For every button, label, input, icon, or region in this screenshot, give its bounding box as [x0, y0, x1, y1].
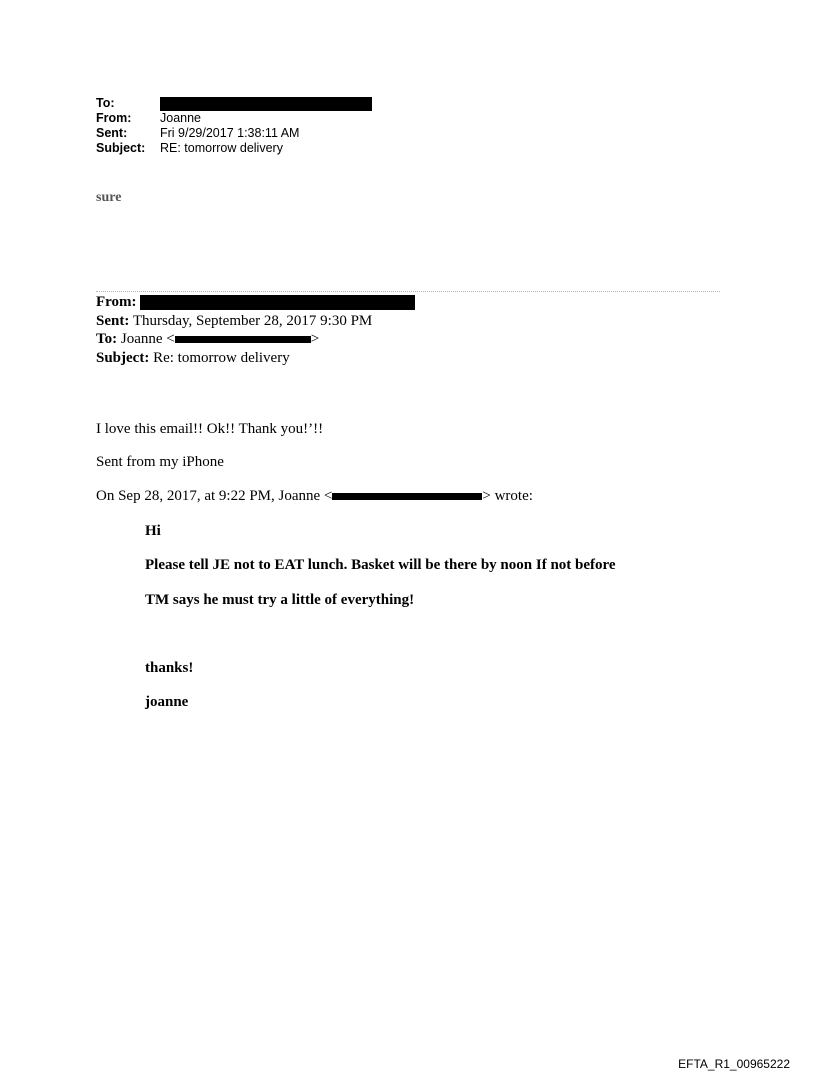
quoted-header — [96, 293, 415, 367]
quoted-to-name: Joanne < — [120, 331, 175, 347]
header-to-row — [96, 96, 372, 111]
document-id: EFTA_R1_00965222 — [678, 1057, 790, 1071]
quote-line-tm: TM says he must try a little of everything! — [145, 592, 415, 608]
attribution-prefix: On Sep 28, 2017, at 9:22 PM, Joanne < — [96, 488, 333, 504]
quoted-subject-value: Re: tomorrow delivery — [153, 349, 290, 366]
body-line-2: Sent from my iPhone — [96, 454, 224, 470]
quote-line-please: Please tell JE not to EAT lunch. Basket will be there by noon If not before — [145, 557, 616, 573]
redacted-email — [175, 336, 311, 343]
quoted-subject-label: Subject: — [96, 349, 150, 366]
quoted-from-label: From: — [96, 294, 137, 310]
body-line-1: I love this email!! Ok!! Thank you!’!! — [96, 421, 324, 437]
subject-label: Subject: — [96, 141, 146, 155]
header-sent-row — [96, 126, 372, 141]
subject-value: RE: tomorrow delivery — [160, 141, 283, 155]
redacted-recipient — [160, 97, 372, 111]
quote-line-hi: Hi — [145, 523, 161, 539]
quote-line-thanks: thanks! — [145, 660, 194, 676]
header-from-row — [96, 111, 372, 126]
from-label: From: — [96, 111, 132, 125]
header-subject-row — [96, 141, 372, 156]
quote-line-signature: joanne — [145, 694, 189, 710]
to-label: To: — [96, 96, 115, 110]
quoted-sent-value: Thursday, September 28, 2017 9:30 PM — [132, 312, 373, 329]
quoted-subject-row — [96, 349, 415, 368]
redacted-attribution-email — [332, 493, 482, 500]
redacted-sender — [140, 295, 415, 310]
quoted-to-label: To: — [96, 331, 118, 347]
quoted-to-row — [96, 330, 415, 349]
sent-label: Sent: — [96, 126, 128, 140]
attribution-suffix: > wrote: — [482, 488, 533, 504]
quote-divider — [96, 291, 720, 292]
from-value: Joanne — [160, 111, 202, 125]
quoted-sent-label: Sent: — [96, 312, 130, 329]
sent-value: Fri 9/29/2017 1:38:11 AM — [160, 126, 300, 140]
attribution-line — [96, 488, 533, 505]
quoted-sent-row — [96, 312, 415, 331]
reply-text: sure — [96, 190, 122, 205]
quoted-from-row — [96, 293, 415, 312]
email-header — [96, 96, 372, 156]
quoted-to-suffix: > — [310, 331, 320, 347]
